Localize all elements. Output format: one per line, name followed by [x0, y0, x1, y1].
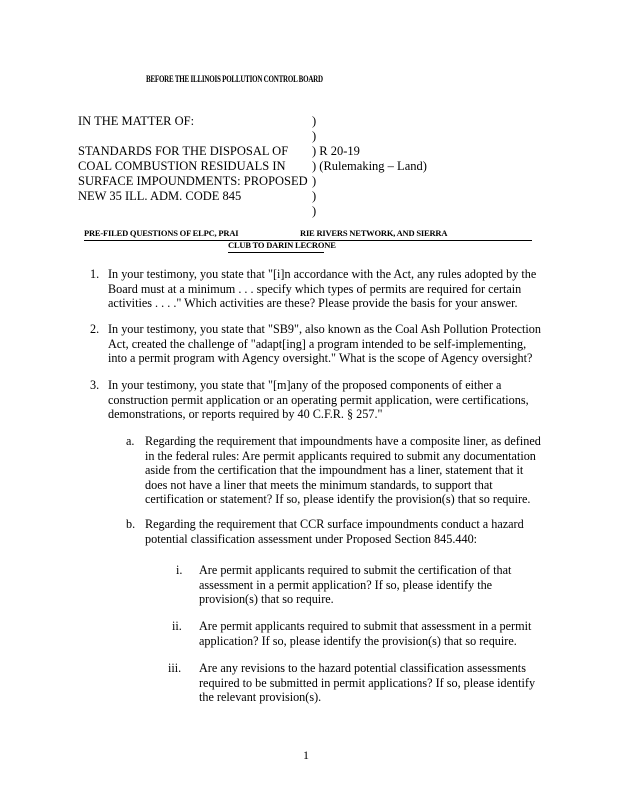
question-line: In your testimony, you state that "[i]n accordance with the Act, any rules adopted by the	[108, 267, 537, 281]
subquestion-a	[145, 434, 605, 507]
subquestion-letter: b.	[126, 517, 136, 531]
question-1	[108, 267, 608, 311]
subsubquestion-numeral: i.	[176, 563, 183, 577]
title-line-1-left: PRE-FILED QUESTIONS OF ELPC, PRAI	[84, 228, 239, 238]
subquestion-letter: a.	[126, 434, 135, 448]
question-line: potential classification assessment under Proposed Section 845.440:	[145, 531, 478, 546]
caption-left	[78, 114, 308, 204]
question-line: In your testimony, you state that "SB9", also known as the Coal Ash Pollution Protection	[108, 322, 541, 336]
rulemaking-type: ) (Rulemaking – Land)	[312, 159, 427, 173]
question-line: Are permit applicants required to submit the certification of that	[199, 563, 512, 577]
question-line: aside from the certification that the impoundment has a liner, statement that it	[145, 463, 524, 478]
subsubquestion-iii	[199, 661, 599, 705]
question-line: application? If so, please identify the provision(s) that so require.	[199, 633, 517, 648]
subquestion-b	[145, 517, 605, 546]
title-line-1-right: RIE RIVERS NETWORK, AND SIERRA	[300, 228, 448, 238]
question-line: the relevant provision(s).	[199, 690, 322, 705]
question-number: 2.	[90, 322, 100, 336]
caption-line	[78, 129, 308, 144]
subsubquestion-numeral: ii.	[172, 619, 182, 633]
question-line: does not have a liner that meets the minimum standards, to support that	[145, 477, 493, 492]
question-line: demonstrations, or reports required by 40 C.F.R. § 257."	[108, 407, 383, 422]
caption-paren: )	[312, 114, 317, 128]
question-line: Are any revisions to the hazard potential classification assessments	[199, 661, 526, 675]
question-line: required to be submitted in permit applications? If so, please identify	[199, 675, 536, 690]
question-line: in the federal rules: Are permit applicants required to submit any documentation	[145, 448, 536, 463]
question-line: into a permit program with Agency oversight." What is the scope of Agency oversight?	[108, 351, 533, 366]
docket-number: ) R 20-19	[312, 144, 360, 158]
title-underline-2	[228, 252, 324, 253]
question-line: construction permit application or an operating permit application, were certifications,	[108, 392, 529, 407]
subsubquestion-i	[199, 563, 599, 607]
question-line: activities . . . ." Which activities are these? Please provide the basis for your answer.	[108, 296, 518, 311]
question-line: Regarding the requirement that CCR surface impoundments conduct a hazard	[145, 517, 524, 531]
question-2	[108, 322, 608, 366]
question-3	[108, 378, 608, 422]
subsubquestion-numeral: iii.	[168, 661, 182, 675]
question-line: Regarding the requirement that impoundments have a composite liner, as defined	[145, 434, 541, 448]
caption-line: IN THE MATTER OF:	[78, 114, 195, 128]
question-number: 3.	[90, 378, 100, 392]
caption-paren: )	[312, 204, 317, 218]
question-line: Are permit applicants required to submit that assessment in a permit	[199, 619, 532, 633]
page-number: 1	[303, 748, 309, 762]
question-line: Board must at a minimum . . . specify which types of permits are required for certain	[108, 281, 522, 296]
title-line-2: CLUB TO DARIN LECRONE	[228, 240, 336, 250]
subsubquestion-ii	[199, 619, 599, 648]
question-line: In your testimony, you state that "[m]any of the proposed components of either a	[108, 378, 502, 392]
caption-line: COAL COMBUSTION RESIDUALS IN	[78, 159, 286, 173]
caption-paren: )	[312, 174, 317, 188]
question-line: assessment in a permit application? If so, please identify the	[199, 577, 493, 592]
question-line: provision(s) that so require.	[199, 592, 334, 607]
caption-line: NEW 35 ILL. ADM. CODE 845	[78, 189, 242, 203]
question-line: Act, created the challenge of "adapt[ing] a program intended to be self-implementing,	[108, 336, 527, 351]
caption-paren: )	[312, 129, 317, 143]
caption-paren: )	[312, 189, 317, 203]
caption-line: STANDARDS FOR THE DISPOSAL OF	[78, 144, 289, 158]
question-number: 1.	[90, 267, 100, 281]
caption-line: SURFACE IMPOUNDMENTS: PROPOSED	[78, 174, 308, 188]
caption-right	[312, 114, 427, 219]
question-line: certification or statement? If so, please identify the provision(s) that so require.	[145, 492, 531, 507]
board-heading: BEFORE THE ILLINOIS POLLUTION CONTROL BOARD	[146, 74, 323, 84]
